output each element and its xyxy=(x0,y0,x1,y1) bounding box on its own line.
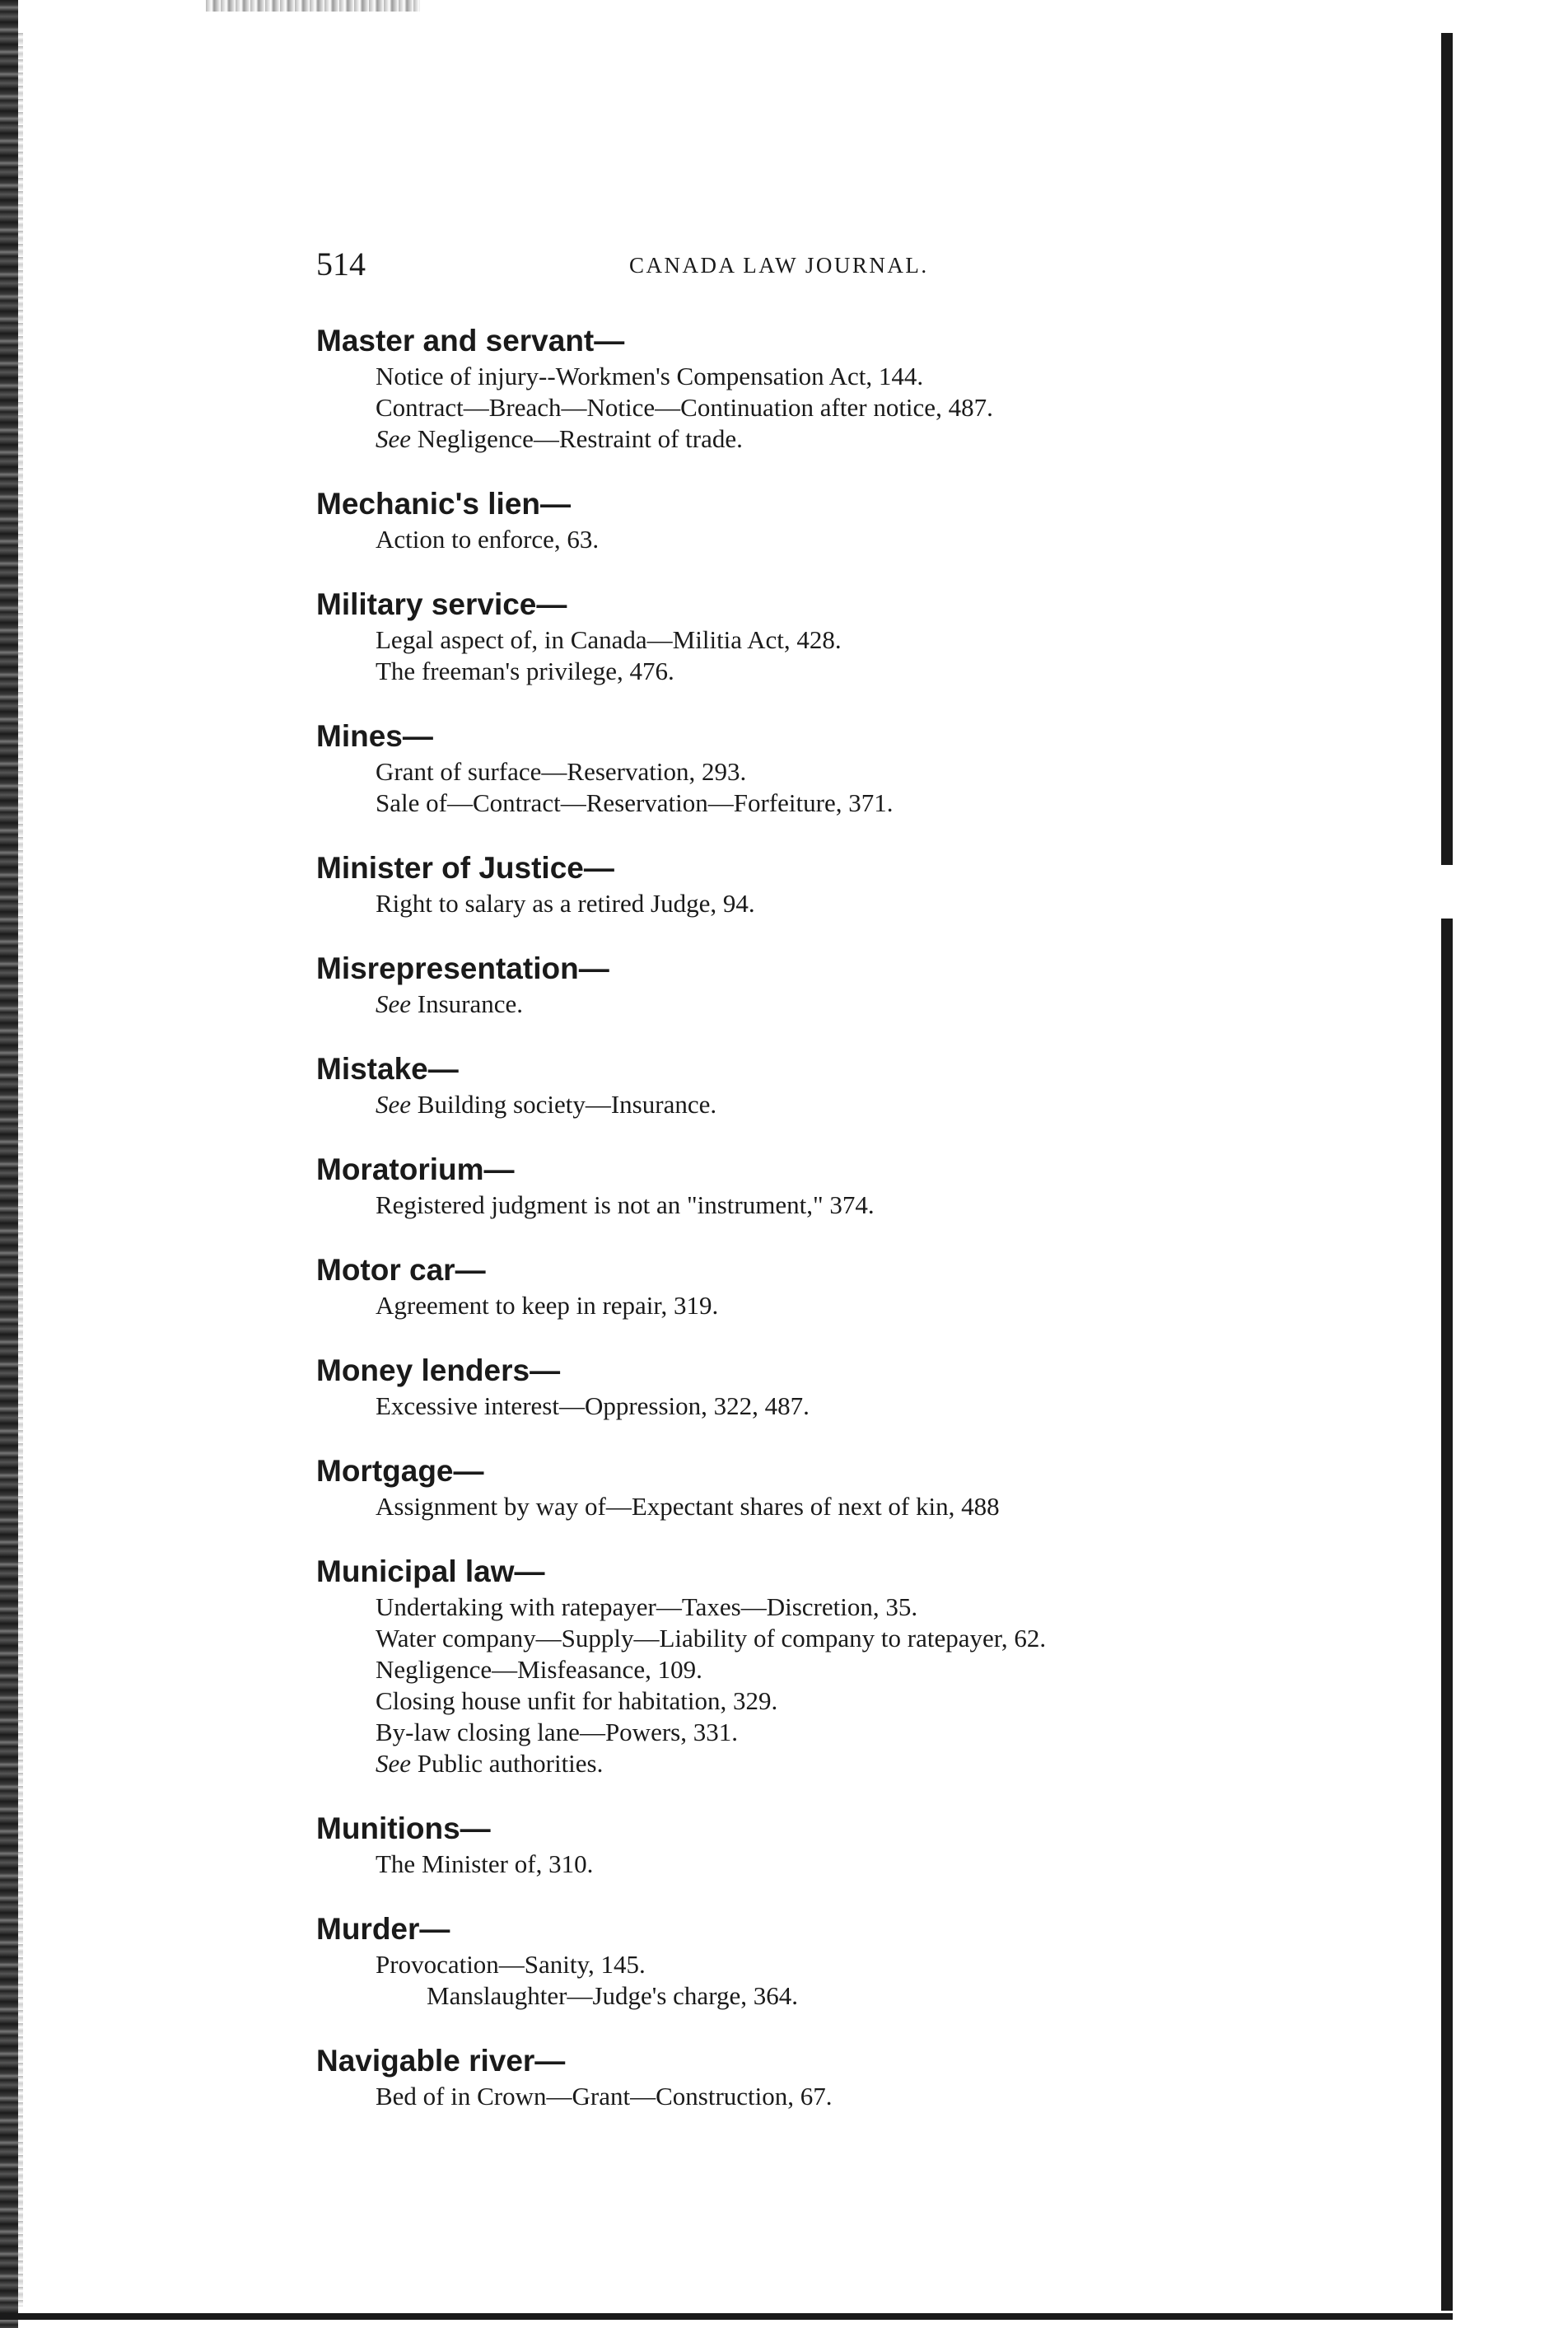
entry-heading: Moratorium— xyxy=(316,1152,515,1186)
entry-line-text: Public authorities. xyxy=(417,1749,604,1778)
entry-line xyxy=(376,756,1412,788)
entry-line xyxy=(376,1748,1412,1779)
index-entry xyxy=(316,484,1412,555)
entry-line-text: Action to enforce, 63. xyxy=(376,525,600,554)
scan-border-right-lower xyxy=(1441,919,1453,2311)
entry-line xyxy=(376,1391,1412,1422)
entry-subentries xyxy=(316,1190,1412,1221)
entry-line-text: Negligence—Misfeasance, 109. xyxy=(376,1655,702,1684)
entry-line xyxy=(376,788,1412,819)
index-entry xyxy=(316,321,1412,455)
entry-line-text: Agreement to keep in repair, 319. xyxy=(376,1291,719,1320)
entry-subentries xyxy=(316,1290,1412,1321)
see-reference-label: See xyxy=(376,1749,412,1778)
entry-subentries xyxy=(316,624,1412,687)
entry-subentries xyxy=(316,989,1412,1020)
index-entry xyxy=(316,1809,1412,1880)
entry-heading: Money lenders— xyxy=(316,1353,561,1387)
index-entry xyxy=(316,585,1412,687)
entry-heading: Mistake— xyxy=(316,1052,459,1086)
entry-heading: Mines— xyxy=(316,719,433,753)
entry-line xyxy=(376,1592,1412,1623)
entry-heading: Military service— xyxy=(316,587,567,621)
entry-heading: Navigable river— xyxy=(316,2044,566,2078)
entry-line xyxy=(376,656,1412,687)
entry-line xyxy=(376,1623,1412,1654)
entry-line-text: Bed of in Crown—Grant—Construction, 67. xyxy=(376,2082,833,2111)
entry-line-text: The Minister of, 310. xyxy=(376,1849,594,1878)
see-reference-label: See xyxy=(376,989,412,1018)
entry-line-text: Legal aspect of, in Canada—Militia Act, 428. xyxy=(376,625,842,654)
entry-line xyxy=(376,361,1412,392)
entry-line-text: Right to salary as a retired Judge, 94. xyxy=(376,889,755,918)
index-entry xyxy=(316,717,1412,819)
index-entry xyxy=(316,848,1412,919)
entry-line-text: Provocation—Sanity, 145. xyxy=(376,1950,646,1979)
entry-heading: Minister of Justice— xyxy=(316,851,614,885)
entry-subentries xyxy=(316,361,1412,455)
entry-heading: Murder— xyxy=(316,1912,450,1946)
running-title: CANADA LAW JOURNAL. xyxy=(629,253,929,278)
entry-line xyxy=(376,1654,1412,1685)
entry-line-text: Negligence—Restraint of trade. xyxy=(417,424,743,453)
entry-subentries xyxy=(316,756,1412,819)
entry-line xyxy=(376,423,1412,455)
entry-heading: Mortgage— xyxy=(316,1454,484,1488)
entry-heading: Motor car— xyxy=(316,1253,486,1287)
index-entry xyxy=(316,1910,1412,2012)
entry-line-text: Undertaking with ratepayer—Taxes—Discretion, 35. xyxy=(376,1592,918,1621)
entry-subentries xyxy=(316,2081,1412,2112)
entry-line xyxy=(376,1949,1412,1980)
entry-heading: Master and servant— xyxy=(316,324,625,358)
entry-line xyxy=(376,1849,1412,1880)
scan-border-top xyxy=(206,0,420,12)
entry-line xyxy=(376,888,1412,919)
entry-line-text: Assignment by way of—Expectant shares of next of kin, 488 xyxy=(376,1492,1000,1521)
entry-line xyxy=(376,1717,1412,1748)
entry-line xyxy=(376,1685,1412,1717)
entry-line-text: Excessive interest—Oppression, 322, 487. xyxy=(376,1391,810,1420)
entry-heading: Misrepresentation— xyxy=(316,951,609,985)
entry-line xyxy=(376,2081,1412,2112)
entry-line-text: Building society—Insurance. xyxy=(417,1090,717,1119)
entry-line-text: Notice of injury--Workmen's Compensation Act, 144. xyxy=(376,362,924,390)
entry-line-text: Manslaughter—Judge's charge, 364. xyxy=(427,1981,798,2010)
scan-border-bottom xyxy=(0,2313,1453,2320)
index-entry xyxy=(316,2041,1412,2112)
entry-heading: Municipal law— xyxy=(316,1554,545,1588)
index-entries xyxy=(316,321,1412,2142)
entry-line-text: Insurance. xyxy=(417,989,524,1018)
entry-line-text: Grant of surface—Reservation, 293. xyxy=(376,757,747,786)
scan-margin-right xyxy=(1453,0,1568,2328)
entry-line-text: Water company—Supply—Liability of company to ratepayer, 62. xyxy=(376,1624,1047,1653)
entry-line-text: Sale of—Contract—Reservation—Forfeiture, 371. xyxy=(376,788,894,817)
index-entry xyxy=(316,949,1412,1020)
entry-line xyxy=(376,1980,1412,2012)
entry-line-text: The freeman's privilege, 476. xyxy=(376,657,674,685)
index-entry xyxy=(316,1250,1412,1321)
index-entry xyxy=(316,1049,1412,1120)
entry-subentries xyxy=(316,1592,1412,1779)
entry-line-text: Closing house unfit for habitation, 329. xyxy=(376,1686,778,1715)
entry-line xyxy=(376,1089,1412,1120)
scan-border-left xyxy=(0,0,18,2328)
index-entry xyxy=(316,1351,1412,1422)
index-entry xyxy=(316,1451,1412,1522)
entry-heading: Munitions— xyxy=(316,1811,491,1845)
entry-line xyxy=(376,1290,1412,1321)
entry-line xyxy=(376,624,1412,656)
entry-line xyxy=(376,989,1412,1020)
page-number: 514 xyxy=(316,245,366,283)
page-header xyxy=(316,245,959,286)
entry-line xyxy=(376,524,1412,555)
entry-subentries xyxy=(316,1089,1412,1120)
entry-heading: Mechanic's lien— xyxy=(316,487,572,521)
index-entry xyxy=(316,1552,1412,1779)
entry-line-text: Registered judgment is not an "instrument," 374. xyxy=(376,1190,875,1219)
entry-line xyxy=(376,1190,1412,1221)
entry-subentries xyxy=(316,1491,1412,1522)
see-reference-label: See xyxy=(376,1090,412,1119)
entry-subentries xyxy=(316,1391,1412,1422)
scan-border-left-shadow xyxy=(18,33,23,2307)
scan-border-right-upper xyxy=(1441,33,1453,865)
entry-line-text: By-law closing lane—Powers, 331. xyxy=(376,1718,738,1746)
index-entry xyxy=(316,1150,1412,1221)
see-reference-label: See xyxy=(376,424,412,453)
entry-line-text: Contract—Breach—Notice—Continuation after notice, 487. xyxy=(376,393,993,422)
entry-subentries xyxy=(316,888,1412,919)
entry-line xyxy=(376,392,1412,423)
entry-subentries xyxy=(316,524,1412,555)
entry-subentries xyxy=(316,1849,1412,1880)
entry-subentries xyxy=(316,1949,1412,2012)
entry-line xyxy=(376,1491,1412,1522)
